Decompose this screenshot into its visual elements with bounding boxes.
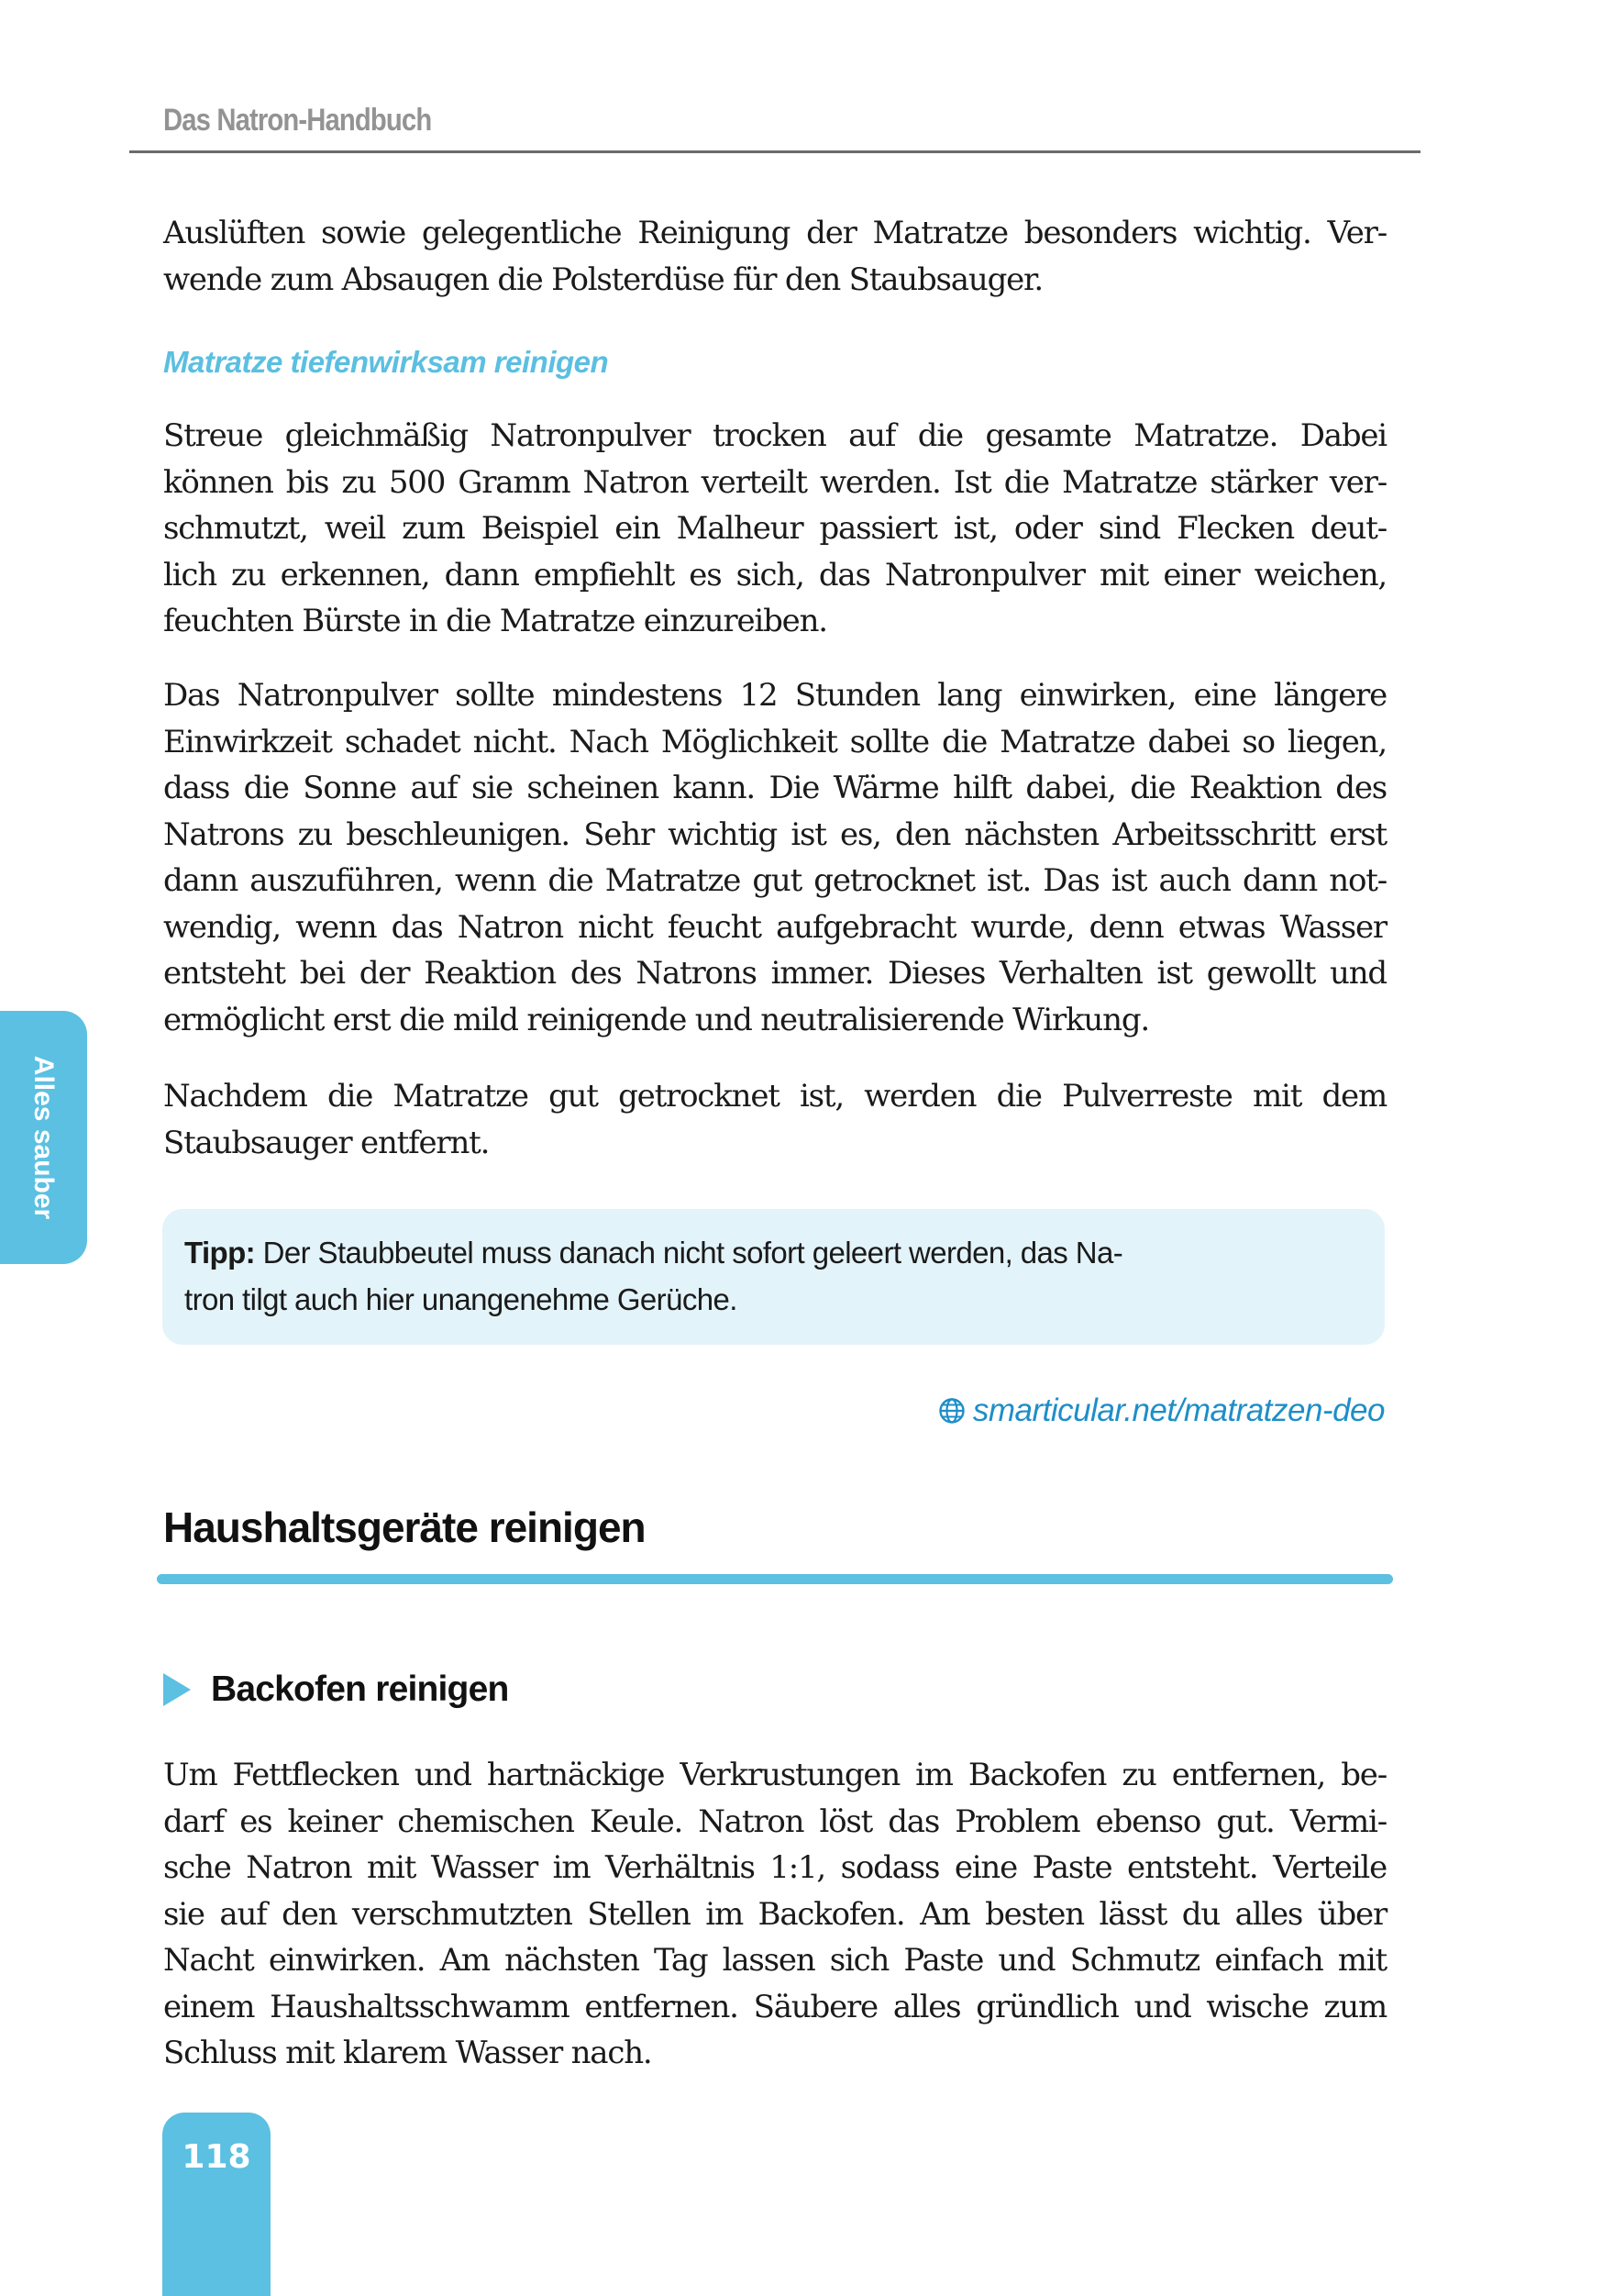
- tip-line-1: Der Staubbeutel muss danach nicht sofort geleert werden, das Na-: [255, 1236, 1123, 1270]
- text-line: dass die Sonne auf sie scheinen kann. Die Wärme hilft dabei, die Reaktion des: [163, 770, 1387, 806]
- section-heading: Haushaltsgeräte reinigen: [163, 1503, 646, 1551]
- paragraph-3: [163, 672, 1387, 1043]
- text-line: Nachdem die Matratze gut getrocknet ist, werden die Pulverreste mit dem: [163, 1078, 1387, 1115]
- text-line: Das Natronpulver sollte mindestens 12 Stunden lang einwirken, eine längere: [163, 677, 1387, 714]
- section-underline: [157, 1574, 1393, 1584]
- text-line: entsteht bei der Reaktion des Natrons immer. Dieses Verhalten ist gewollt und: [163, 955, 1387, 992]
- subsection-heading: Backofen reinigen: [211, 1669, 509, 1709]
- paragraph-1: [163, 210, 1387, 303]
- text-line: Staubsauger entfernt.: [163, 1124, 490, 1161]
- tip-text: [184, 1229, 1358, 1323]
- paragraph-4: [163, 1073, 1387, 1166]
- text-line: schmutzt, weil zum Beispiel ein Malheur passiert ist, oder sind Flecken deut-: [163, 510, 1387, 547]
- tip-line-2: tron tilgt auch hier unangenehme Gerüche.: [184, 1282, 737, 1316]
- text-line: darf es keiner chemischen Keule. Natron löst das Problem ebenso gut. Vermi-: [163, 1802, 1387, 1840]
- text-line: können bis zu 500 Gramm Natron verteilt werden. Ist die Matratze stärker ver-: [163, 463, 1387, 501]
- paragraph-5: [163, 1752, 1387, 2077]
- page-number: 118: [182, 2138, 251, 2176]
- tip-label: Tipp:: [184, 1236, 256, 1270]
- text-line: Natrons zu beschleunigen. Sehr wichtig ist es, den nächsten Arbeitsschritt erst: [163, 815, 1387, 853]
- link-text[interactable]: smarticular.net/matratzen-deo: [972, 1392, 1385, 1428]
- text-line: ermöglicht erst die mild reinigende und neutralisierende Wirkung.: [163, 1001, 1149, 1038]
- text-line: Einwirkzeit schadet nicht. Nach Möglichkeit sollte die Matratze dabei so liegen,: [163, 723, 1387, 760]
- subheading: Matratze tiefenwirksam reinigen: [163, 345, 609, 379]
- text-line: feuchten Bürste in die Matratze einzureiben.: [163, 603, 827, 639]
- text-line: lich zu erkennen, dann empfiehlt es sich, das Natronpulver mit einer weichen,: [163, 556, 1387, 593]
- page-number-tab: [162, 2113, 271, 2296]
- chapter-label: Alles sauber: [28, 1055, 59, 1220]
- text-line: Schluss mit klarem Wasser nach.: [163, 2035, 652, 2071]
- text-line: einem Haushaltsschwamm entfernen. Säubere alles gründlich und wische zum: [163, 1988, 1387, 2025]
- web-link[interactable]: [938, 1392, 1385, 1429]
- tip-box: [162, 1209, 1385, 1345]
- running-header-title: Das Natron-Handbuch: [163, 103, 432, 138]
- text-line: Um Fettflecken und hartnäckige Verkrustungen im Backofen zu entfernen, be-: [163, 1757, 1387, 1793]
- header-rule: [129, 150, 1421, 153]
- paragraph-2: [163, 413, 1387, 645]
- text-line: sie auf den verschmutzten Stellen im Backofen. Am besten lässt du alles über: [163, 1895, 1387, 1933]
- text-line: wende zum Absaugen die Polsterdüse für den Staubsauger.: [163, 261, 1043, 298]
- play-triangle-icon: [163, 1673, 191, 1706]
- text-line: wendig, wenn das Natron nicht feucht aufgebracht wurde, denn etwas Wasser: [163, 908, 1387, 946]
- text-line: Auslüften sowie gelegentliche Reinigung der Matratze besonders wichtig. Ver-: [163, 215, 1387, 251]
- globe-icon: [938, 1397, 966, 1425]
- subsection-heading-row: [163, 1669, 509, 1710]
- text-line: Streue gleichmäßig Natronpulver trocken auf die gesamte Matratze. Dabei: [163, 417, 1387, 454]
- text-line: sche Natron mit Wasser im Verhältnis 1:1, sodass eine Paste entsteht. Verteile: [163, 1849, 1387, 1886]
- text-line: Nacht einwirken. Am nächsten Tag lassen sich Paste und Schmutz einfach mit: [163, 1942, 1387, 1979]
- chapter-side-tab[interactable]: [0, 1011, 87, 1264]
- text-line: dann auszuführen, wenn die Matratze gut getrocknet ist. Das ist auch dann not-: [163, 862, 1387, 899]
